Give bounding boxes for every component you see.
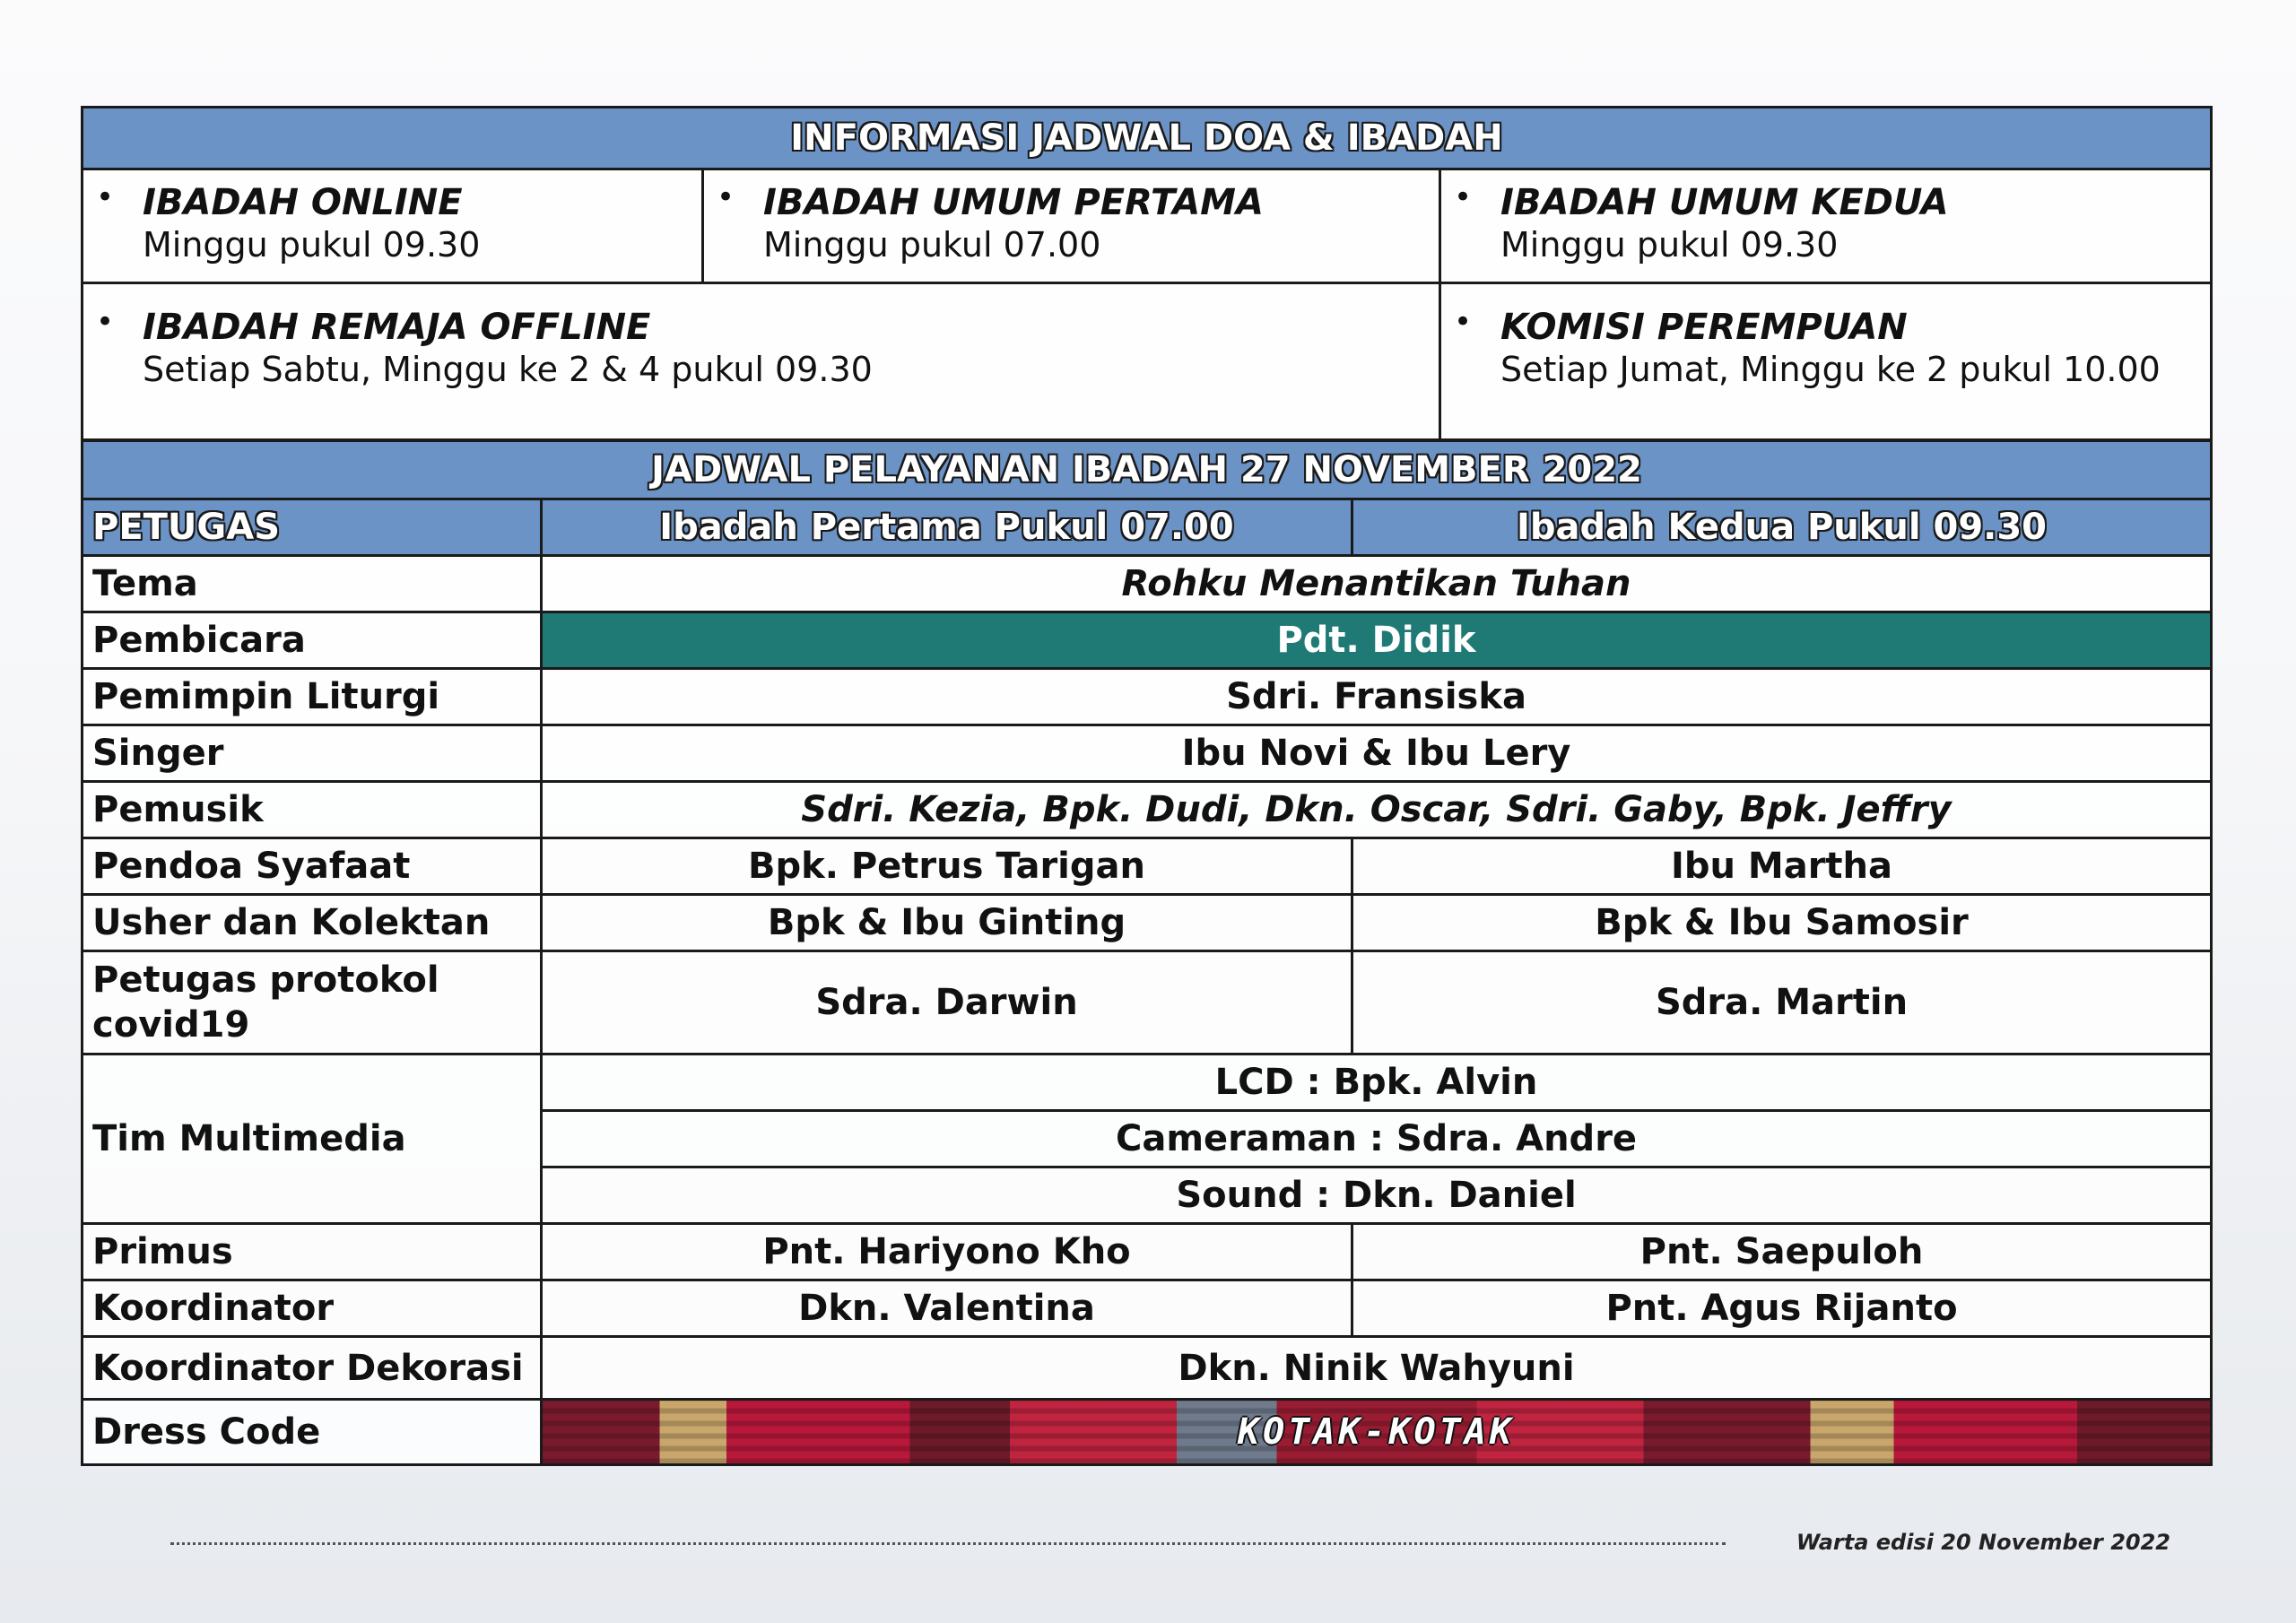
- second-service-value: Pnt. Agus Rijanto: [1352, 1280, 2212, 1337]
- first-service-value: Sdra. Darwin: [542, 951, 1352, 1055]
- row-label-line: Petugas protokol: [92, 959, 439, 1001]
- second-service-value: Pnt. Saepuloh: [1352, 1224, 2212, 1280]
- column-header-petugas: PETUGAS: [83, 499, 542, 556]
- schedule-title: JADWAL PELAYANAN IBADAH 27 NOVEMBER 2022: [83, 441, 2212, 499]
- info-item-perempuan: [1440, 283, 2212, 440]
- info-title: INFORMASI JADWAL DOA & IBADAH: [83, 108, 2212, 169]
- row-label: Primus: [83, 1224, 542, 1280]
- first-service-value: Pnt. Hariyono Kho: [542, 1224, 1352, 1280]
- info-item-value: Setiap Sabtu, Minggu ke 2 & 4 pukul 09.30: [143, 350, 873, 389]
- musician-value: Sdri. Kezia, Bpk. Dudi, Dkn. Oscar, Sdri. Gaby, Bpk. Jeffry: [542, 782, 2212, 838]
- info-item-title: IBADAH UMUM PERTAMA: [763, 182, 1264, 223]
- row-label: Usher dan Kolektan: [83, 895, 542, 951]
- speaker-value: Pdt. Didik: [542, 612, 2212, 669]
- info-item-online: [83, 169, 703, 283]
- decoration-coordinator-value: Dkn. Ninik Wahyuni: [542, 1337, 2212, 1400]
- dotted-divider: [170, 1542, 1726, 1545]
- row-label: Koordinator: [83, 1280, 542, 1337]
- row-label: [83, 951, 542, 1055]
- table-row: [83, 1400, 2212, 1465]
- info-item-value: Minggu pukul 07.00: [763, 225, 1101, 265]
- row-label: Pemusik: [83, 782, 542, 838]
- table-row: [83, 1337, 2212, 1400]
- service-schedule: [81, 439, 2210, 1466]
- table-row: [83, 951, 2212, 1055]
- table-row: [83, 895, 2212, 951]
- row-label: Koordinator Dekorasi: [83, 1337, 542, 1400]
- second-service-value: Ibu Martha: [1352, 838, 2212, 895]
- row-label: Dress Code: [83, 1400, 542, 1465]
- info-item-remaja: [83, 283, 1440, 440]
- info-item-title: KOMISI PEREMPUAN: [1500, 307, 1908, 348]
- multimedia-item: Sound : Dkn. Daniel: [542, 1167, 2212, 1224]
- row-label: Pendoa Syafaat: [83, 838, 542, 895]
- multimedia-item: LCD : Bpk. Alvin: [542, 1055, 2212, 1111]
- multimedia-item: Cameraman : Sdra. Andre: [542, 1111, 2212, 1167]
- table-row: [83, 669, 2212, 725]
- bullet-icon: •: [1454, 304, 1473, 340]
- prayer-schedule-info: [81, 106, 2210, 441]
- singer-value: Ibu Novi & Ibu Lery: [542, 725, 2212, 782]
- row-label: Pemimpin Liturgi: [83, 669, 542, 725]
- liturgy-leader-value: Sdri. Fransiska: [542, 669, 2212, 725]
- table-row: [83, 556, 2212, 612]
- info-item-value: Setiap Jumat, Minggu ke 2 pukul 10.00: [1500, 350, 2161, 389]
- first-service-value: Bpk. Petrus Tarigan: [542, 838, 1352, 895]
- schedule-table: [81, 439, 2213, 1466]
- first-service-value: Dkn. Valentina: [542, 1280, 1352, 1337]
- row-label: Tema: [83, 556, 542, 612]
- info-item-umum-pertama: [703, 169, 1440, 283]
- footer: [170, 1530, 2170, 1562]
- table-row: [83, 1280, 2212, 1337]
- table-row: [83, 725, 2212, 782]
- row-label: Singer: [83, 725, 542, 782]
- info-item-umum-kedua: [1440, 169, 2212, 283]
- table-row: [83, 612, 2212, 669]
- theme-value: Rohku Menantikan Tuhan: [542, 556, 2212, 612]
- row-label-line: covid19: [92, 1004, 250, 1046]
- bullet-icon: •: [1454, 179, 1473, 215]
- table-row: [83, 1055, 2212, 1111]
- bullet-icon: •: [96, 179, 115, 215]
- column-header-first-service: Ibadah Pertama Pukul 07.00: [542, 499, 1352, 556]
- column-header-second-service: Ibadah Kedua Pukul 09.30: [1352, 499, 2212, 556]
- bullet-icon: •: [717, 179, 735, 215]
- table-row: [83, 782, 2212, 838]
- info-item-title: IBADAH ONLINE: [143, 182, 463, 223]
- table-row: [83, 1224, 2212, 1280]
- dress-code-value: KOTAK-KOTAK: [542, 1400, 2212, 1465]
- row-label: Pembicara: [83, 612, 542, 669]
- table-row: [83, 838, 2212, 895]
- info-item-value: Minggu pukul 09.30: [143, 225, 481, 265]
- info-item-title: IBADAH REMAJA OFFLINE: [143, 307, 651, 348]
- second-service-value: Sdra. Martin: [1352, 951, 2212, 1055]
- info-item-value: Minggu pukul 09.30: [1500, 225, 1839, 265]
- info-item-title: IBADAH UMUM KEDUA: [1500, 182, 1949, 223]
- row-label: Tim Multimedia: [83, 1055, 542, 1224]
- first-service-value: Bpk & Ibu Ginting: [542, 895, 1352, 951]
- second-service-value: Bpk & Ibu Samosir: [1352, 895, 2212, 951]
- info-table: [81, 106, 2213, 441]
- edition-label: Warta edisi 20 November 2022: [1796, 1530, 2170, 1555]
- bullet-icon: •: [96, 304, 115, 340]
